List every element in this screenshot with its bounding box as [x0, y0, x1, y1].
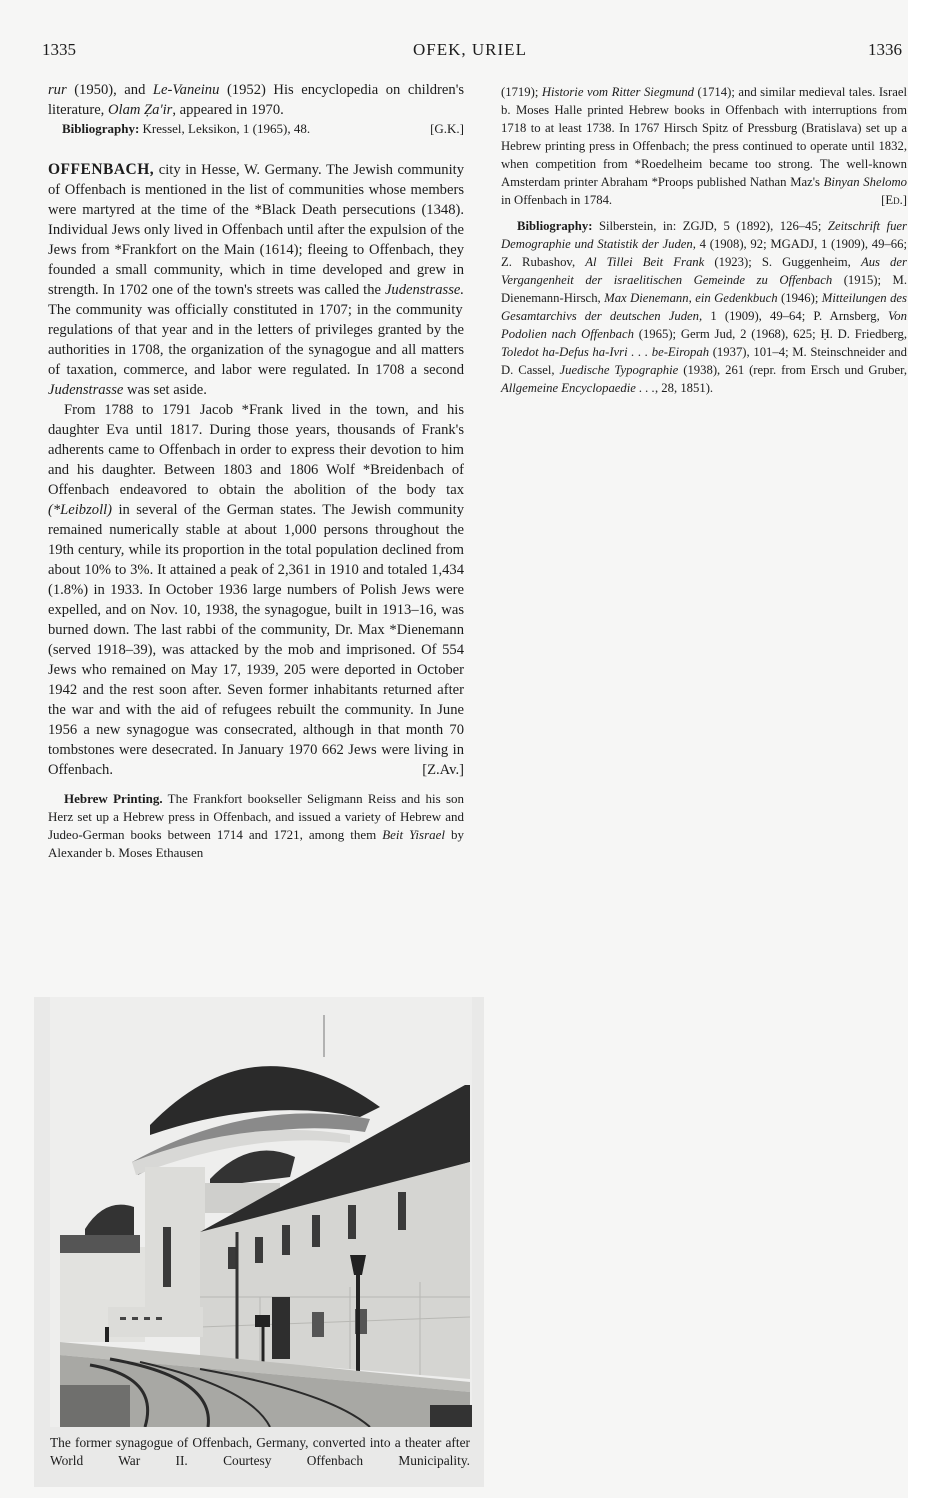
text-run: (1714); and similar medieval tales. Israel b. Moses Halle printed Hebrew books in Offenbach with interruptions from 1718 to at least 1738. In 1767 Hirsch Spitz of Pressburg (Bratislava) set up a Hebrew printing press in Offenbach; the press continued to operate until 1832, when competition from *Roedelheim became too strong. The well-known Amsterdam printer Abraham *Proops published Nathan Maz's	[501, 85, 907, 189]
author-signature: [Ed.]	[881, 193, 907, 207]
synagogue-illustration	[50, 997, 472, 1427]
text-run: was set aside.	[123, 382, 207, 398]
figure	[34, 997, 484, 1487]
right-column	[501, 83, 907, 397]
bibliography-text: Kressel, Leksikon, 1 (1965), 48.	[139, 121, 311, 136]
page-number-right: 1336	[868, 40, 902, 59]
running-title: OFEK, URIEL	[413, 40, 527, 59]
ofek-bibliography	[48, 120, 464, 138]
author-signature: [G.K.]	[430, 121, 464, 136]
bibliography-label: Bibliography:	[62, 121, 140, 136]
text-run: (1923); S. Guggenheim,	[704, 255, 861, 269]
italic-title: Toledot ha-Defus ha-Ivri . . . be-Eiropah	[501, 345, 710, 359]
italic-title: Aus der Vergangenheit der israelitischen Gemeinde zu Offenbach	[501, 255, 907, 287]
synagogue-photo	[50, 997, 472, 1427]
text-run: by Alexander b. Moses Ethausen	[48, 827, 465, 860]
page-number-left: 1335	[42, 40, 76, 59]
text-run: 1 (1909), 49–64; P. Arnsberg,	[702, 309, 888, 323]
italic-title: Olam Ẓa'ir	[107, 102, 173, 118]
text-run: city in Hesse, W. Germany. The Jewish community of Offenbach is mentioned in the list of communities whose members were martyred at the time of the *Black Death persecutions (1348). Individual Jews only lived in Offenbach until after the expulsion of the Jews from *Frankfort on the Main (1614); fleeing to Offenbach, they founded a small community, which in time developed and grew in strength. In 1702 one of the town's streets was called the	[48, 162, 464, 298]
text-run: (1938), 261 (repr. from Ersch und Gruber,	[678, 363, 908, 377]
entry-headword: OFFENBACH,	[48, 161, 155, 178]
italic-title: Beit Yisrael	[382, 827, 446, 842]
text-run: (1937), 101–4; M. Steinschneider and D. Cassel,	[501, 345, 907, 377]
italic-title: Allgemeine Encyclopaedie . . .	[501, 381, 655, 395]
italic-title: Binyan Shelomo	[823, 175, 907, 189]
text-run: (1719);	[501, 85, 542, 99]
text-run: The community was officially constituted in 1707; in the community regulations of that year and in the letters of privileges granted by the authorities in 1708, the organization of the synagogue and all matters of taxation, commerce, and labor were regulated. In 1708 a second	[48, 302, 464, 378]
ofek-entry-tail	[48, 80, 464, 120]
offenbach-paragraph-1	[48, 160, 464, 400]
text-run: (1952) His encyclopedia on children's literature,	[48, 82, 464, 118]
text-run: The Frankfort bookseller Seligmann Reiss and his son Herz set up a Hebrew press in Offenbach, and issued a variety of Hebrew and Judeo-German books between 1714 and 1721, among them	[48, 791, 464, 842]
text-run: (1946);	[777, 291, 822, 305]
section-heading: Hebrew Printing.	[64, 791, 163, 806]
italic-title: Von Podolien nach Offenbach	[501, 309, 907, 341]
running-head	[0, 40, 908, 64]
italic-title: Le-Vaneinu	[152, 82, 220, 98]
italic-title: Juedische Typographie	[559, 363, 679, 377]
text-run: , 28, 1851).	[654, 381, 714, 395]
text-run: (1915); M. Dienemann-Hirsch,	[501, 273, 907, 305]
text-run: , appeared in 1970.	[172, 102, 284, 118]
text-run: 4 (1908), 92; MGADJ, 1 (1909), 49–66; Z. Rubashov,	[501, 237, 907, 269]
text-run: in Offenbach in 1784.	[501, 193, 613, 207]
text-run: Silberstein, in: ZGJD, 5 (1892), 126–45;	[592, 219, 828, 233]
italic-title: Mitteilungen des Gesamtarchivs der deutschen Juden,	[501, 291, 907, 323]
hebrew-printing-paragraph	[48, 790, 464, 862]
text-run: (1965); Germ Jud, 2 (1968), 625; Ḥ. D. Friedberg,	[633, 327, 907, 341]
text-run: in several of the German states. The Jewish community remained numerically stable at about 1,000 persons throughout the 19th century, while its proportion in the total population declined from about 10% to 3%. It attained a peak of 2,361 in 1910 and totaled 1,434 (1.8%) in 1933. In October 1936 large numbers of Polish Jews were expelled, and on Nov. 10, 1938, the synagogue, built in 1913–16, was burned down. The last rabbi of the community, Dr. Max *Dienemann (served 1918–39), was attacked by the mob and imprisoned. Of 554 Jews who remained on May 17, 1939, 205 were deported in October 1942 and the rest soon after. Seven former inhabitants returned after the war and with the aid of refugees rebuilt the community. In June 1956 a new synagogue was consecrated, although in that month 70 tombstones were desecrated. In January 1970 662 Jews were living in Offenbach.	[48, 502, 464, 778]
italic-title: Max Dienemann, ein Gedenkbuch	[604, 291, 778, 305]
italic-title: Al Tillei Beit Frank	[585, 255, 705, 269]
italic-term: (*Leibzoll)	[48, 502, 113, 518]
left-column	[48, 80, 464, 862]
italic-title: Historie vom Ritter Siegmund	[541, 85, 695, 99]
text-run: (1950), and	[66, 82, 153, 98]
hebrew-printing-continued	[501, 83, 907, 209]
italic-term: Judenstrasse.	[384, 282, 464, 298]
offenbach-paragraph-2	[48, 400, 464, 780]
author-signature: [Z.Av.]	[422, 762, 464, 778]
offenbach-bibliography	[501, 217, 907, 397]
italic-term: Judenstrasse	[48, 382, 124, 398]
text-run: From 1788 to 1791 Jacob *Frank lived in the town, and his daughter Eva until 1817. During those years, thousands of Frank's adherents came to Offenbach in order to express their devotion to him and his daughter. Between 1803 and 1806 Wolf *Breidenbach of Offenbach endeavored to obtain the abolition of the body tax	[48, 402, 464, 498]
figure-caption: The former synagogue of Offenbach, Germany, converted into a theater after World War II. Courtesy Offenbach Municipality.	[50, 1435, 470, 1468]
italic-title: rur	[48, 82, 67, 98]
bibliography-label: Bibliography:	[517, 219, 593, 233]
italic-title: Zeitschrift fuer Demographie und Statistik der Juden,	[501, 219, 907, 251]
